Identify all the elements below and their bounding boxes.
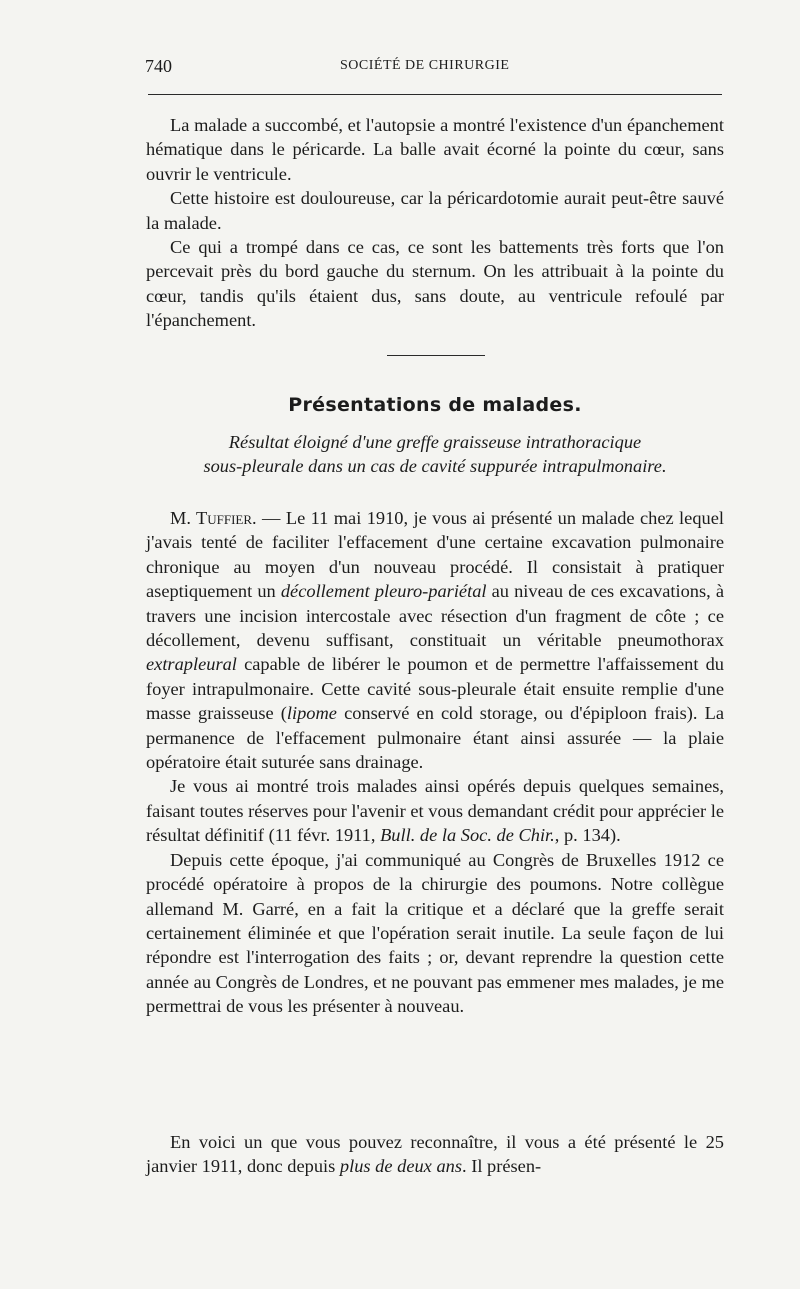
section-separator (387, 355, 485, 356)
page-number: 740 (145, 56, 172, 76)
subtitle-line: sous-pleurale dans un cas de cavité suppurée intrapulmonaire. (203, 456, 667, 476)
citation: Bull. de la Soc. de Chir. (380, 825, 555, 846)
paragraph: En voici un que vous pouvez reconnaître, il vous a été présenté le 25 janvier 1911, donc depuis plus de deux ans. Il présen- (146, 1132, 724, 1177)
main-text-block (146, 506, 724, 1019)
subtitle-line: Résultat éloigné d'une greffe graisseuse intrathoracique (228, 432, 642, 452)
section-heading: Présentations de malades. (288, 394, 582, 416)
paragraph: Je vous ai montré trois malades ainsi opérés depuis quelques semaines, faisant toutes réserves pour l'avenir et vous demandant crédit pour apprécier le résultat définitif (11 févr. 1911, Bull. de la Soc. de Chir., p. 134). (146, 776, 724, 846)
paragraph: M. Tuffier. — Le 11 mai 1910, je vous ai présenté un malade chez lequel j'avais tenté de faciliter l'effacement d'une certaine excavation pulmonaire chronique au moyen d'un nouveau procédé. Il consistait à pratiquer aseptiquement un décollement pleuro-pariétal au niveau de ces excavations, à travers une incision intercostale avec résection d'un fragment de côte ; ce décollement, devenu suffisant, constituait un véritable pneumothorax extrapleural capable de libérer le poumon et de permettre l'affaissement du foyer intrapulmonaire. Cette cavité sous-pleurale était ensuite remplie d'une masse graisseuse (lipome conservé en cold storage, ou d'épiploon frais). La permanence de l'effacement pulmonaire étant ainsi assurée — la plaie opératoire était suturée sans drainage. (146, 508, 725, 773)
paragraph: Cette histoire est douloureuse, car la péricardotomie aurait peut-être sauvé la malade. (146, 188, 724, 233)
intro-text-block (146, 113, 724, 333)
speaker-name: M. Tuffier. (170, 508, 257, 528)
paragraph: Ce qui a trompé dans ce cas, ce sont les battements très forts que l'on percevait près du bord gauche du sternum. On les attribuait à la pointe du cœur, tandis qu'ils étaient dus, sans doute, au ventricule refoulé par l'épanchement. (146, 237, 724, 331)
running-title: SOCIÉTÉ DE CHIRURGIE (340, 58, 510, 73)
paragraph: La malade a succombé, et l'autopsie a montré l'existence d'un épanchement hématique dans le péricarde. La balle avait écorné la pointe du cœur, sans ouvrir le ventricule. (146, 115, 724, 184)
page-header (145, 56, 725, 80)
article-subtitle (146, 430, 724, 478)
paragraph: Depuis cette époque, j'ai communiqué au Congrès de Bruxelles 1912 ce procédé opératoire à propos de la chirurgie des poumons. Notre collègue allemand M. Garré, en a fait la critique et a déclaré que la greffe serait certainement éliminée et que l'opération serait inutile. La seule façon de lui répondre est l'interrogation des faits ; or, devant reprendre la question cette année au Congrès de Londres, et ne pouvant pas emmener mes malades, je me permettrai de vous les présenter à nouveau. (146, 849, 724, 1017)
final-text-block (146, 1130, 724, 1179)
header-rule (148, 94, 722, 95)
